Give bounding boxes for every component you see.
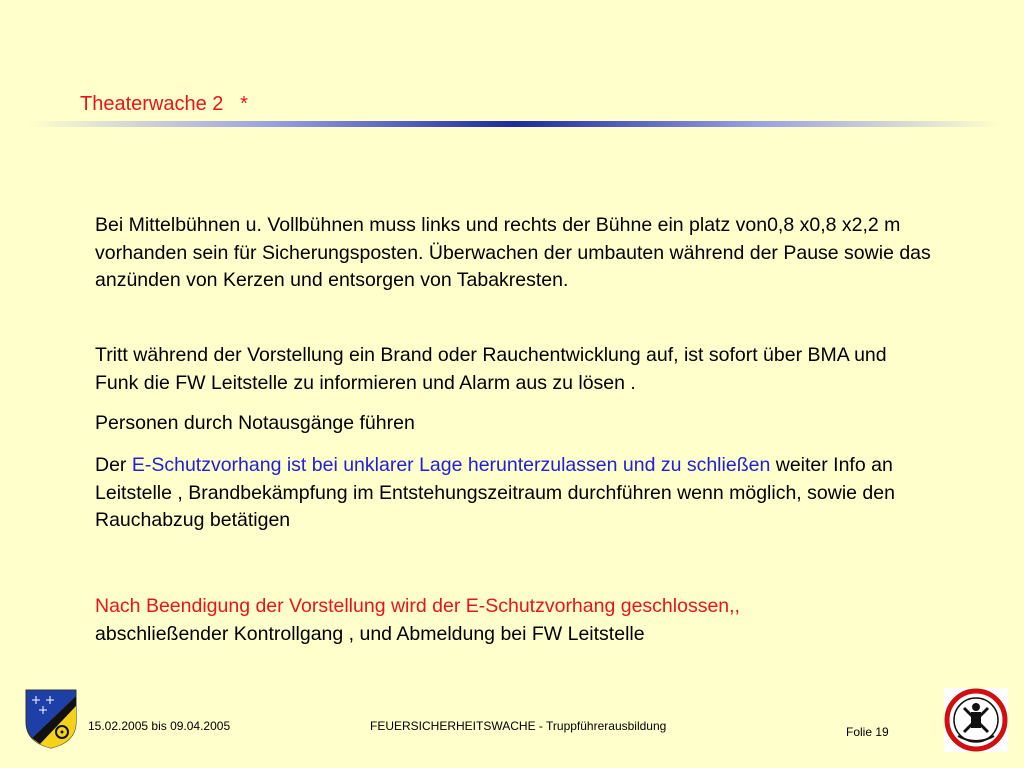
paragraph-4-prefix: Der [95, 454, 132, 476]
paragraph-3: Personen durch Notausgänge führen [95, 412, 415, 434]
paragraph-1: Bei Mittelbühnen u. Vollbühnen muss links und rechts der Bühne ein platz von0,8 x0,8 x2,2 m vorhanden sein für Sicherungsposten. Überwachen der umbauten während der Pause sowie das anzünden von Kerzen und entsorgen von Tabakresten. [95, 214, 931, 291]
paragraph-5-rest: abschließender Kontrollgang , und Abmeldung bei FW Leitstelle [95, 622, 645, 645]
title-divider [28, 121, 1000, 127]
coat-of-arms-icon [24, 688, 78, 750]
footer-center-text: FEUERSICHERHEITSWACHE - Truppführerausbildung [370, 719, 667, 733]
footer-slide-number: Folie 19 [846, 725, 889, 739]
paragraph-2: Tritt während der Vorstellung ein Brand oder Rauchentwicklung auf, ist sofort über BMA und Funk die FW Leitstelle zu informieren und Alarm aus zu lösen . [95, 344, 887, 394]
paragraph-5-red: Nach Beendigung der Vorstellung wird der E-Schutzvorhang geschlossen,, [95, 595, 740, 617]
paragraph-4-rest: weiter Info an Leitstelle , Brandbekämpfung im Entstehungszeitraum durchführen wenn möglich, sowie den Rauchabzug betätigen [95, 454, 895, 531]
paragraph-5 [95, 593, 935, 648]
paragraph-4-highlight: E-Schutzvorhang ist bei unklarer Lage herunterzulassen und zu schließen [131, 454, 771, 476]
slide-title: Theaterwache 2 * [80, 93, 248, 115]
fire-brigade-emblem-icon [944, 688, 1008, 752]
footer-date-range: 15.02.2005 bis 09.04.2005 [88, 719, 231, 733]
paragraph-4 [95, 452, 935, 535]
